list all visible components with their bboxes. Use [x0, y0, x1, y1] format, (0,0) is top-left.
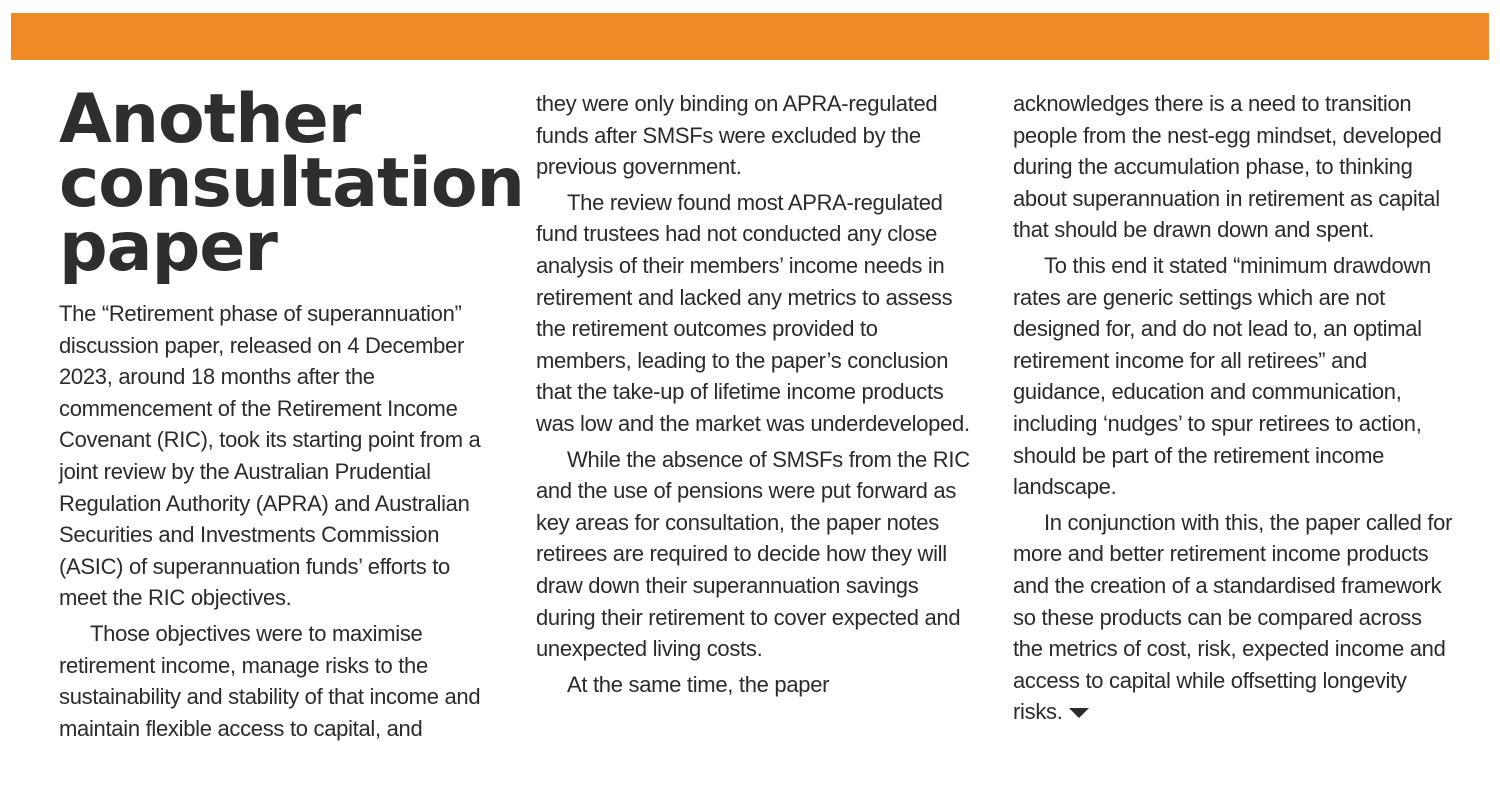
paragraph: Those objectives were to maximise retirement income, manage risks to the sustainability and stability of that income and maintain flexible access to capital, and: [59, 620, 481, 741]
paragraph: The review found most APRA-regulated fund trustees had not conducted any close analysis of their members’ income needs in retirement and lacked any metrics to assess the retirement outcomes provided to members, leading to the paper’s conclusion that the take-up of lifetime income products was low and the market was underdeveloped.: [536, 189, 970, 436]
paragraph: At the same time, the paper: [567, 671, 830, 697]
article-column-2: [536, 88, 976, 700]
paragraph: While the absence of SMSFs from the RIC and the use of pensions were put forward as key areas for consultation, the paper notes retirees are required to decide how they will draw down their superannuation savings during their retirement to cover expected and unexpected living costs.: [536, 446, 970, 662]
header-accent-bar: [11, 13, 1489, 60]
paragraph-final: [1013, 507, 1453, 728]
paragraph: they were only binding on APRA-regulated funds after SMSFs were excluded by the previous government.: [536, 91, 938, 180]
triangle-down-icon: [1069, 708, 1089, 718]
article-column-3: [1013, 88, 1453, 728]
paragraph: To this end it stated “minimum drawdown rates are generic settings which are not designed for, and do not lead to, an optimal retirement income for all retirees” and guidance, education and communication, including ‘nudges’ to spur retirees to action, should be part of the retirement income landscape.: [1013, 252, 1431, 500]
paragraph: The “Retirement phase of superannuation” discussion paper, released on 4 December 2023, around 18 months after the commencement of the Retirement Income Covenant (RIC), took its starting point from a joint review by the Australian Prudential Regulation Authority (APRA) and Australian Securities and Investments Commission (ASIC) of superannuation funds’ efforts to meet the RIC objectives.: [59, 301, 481, 611]
headline-line-3: paper: [59, 208, 277, 287]
article-column-1: [59, 80, 524, 744]
article-headline: [59, 80, 524, 287]
paragraph: acknowledges there is a need to transition people from the nest-egg mindset, developed during the accumulation phase, to thinking about superannuation in retirement as capital that should be drawn down and spent.: [1013, 91, 1442, 243]
paragraph-final-text: In conjunction with this, the paper called for more and better retirement income products and the creation of a standardised framework so these products can be compared across the metrics of cost, risk, expected income and access to capital while offsetting longevity risks.: [1013, 509, 1453, 725]
headline-line-2: consultation: [59, 144, 524, 223]
headline-line-1: Another: [59, 80, 361, 159]
